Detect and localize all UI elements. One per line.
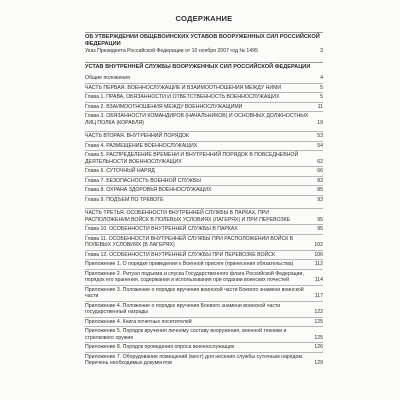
entry-divider <box>85 83 323 84</box>
toc-entry-text: Глава 7. БЕЗОПАСНОСТЬ ВОЕННОЙ СЛУЖБЫ <box>85 177 201 184</box>
toc-entry-page: 117 <box>314 293 323 300</box>
entry-divider <box>85 234 323 235</box>
entry-divider <box>85 269 323 270</box>
toc-entry[interactable] <box>85 187 323 194</box>
toc-entry-page: 95 <box>317 216 323 223</box>
entry-divider <box>85 111 323 112</box>
section-heading-charter: УСТАВ ВНУТРЕННЕЙ СЛУЖБЫ ВООРУЖЕННЫХ СИЛ РОССИЙСКОЙ ФЕДЕРАЦИИ <box>85 64 311 71</box>
toc-entry[interactable] <box>85 354 323 367</box>
toc-entry-page: 19 <box>317 119 323 126</box>
entry-divider <box>85 285 323 286</box>
toc-title: СОДЕРЖАНИЕ <box>175 14 233 23</box>
toc-entry-text: Глава 9. ПОДЪЕМ ПО ТРЕВОГЕ <box>85 196 164 203</box>
toc-entry-page: 5 <box>320 94 323 101</box>
toc-entry[interactable] <box>85 168 323 175</box>
toc-entry[interactable] <box>85 261 323 268</box>
toc-entry-text: ЧАСТЬ ТРЕТЬЯ. ОСОБЕННОСТИ ВНУТРЕННЕЙ СЛУЖБЫ В ПАРКАХ, ПРИ РАСПОЛОЖЕНИИ ВОЙСК В ПОЛЕВЫХ УСЛОВИЯХ (ЛАГЕРЯХ) И ПРИ ПЕРЕВОЗКЕ <box>85 210 291 223</box>
toc-entry[interactable] <box>85 143 323 150</box>
toc-entry-text: Приложение 4. Положение о порядке вручения Боевого знамени воинской части государственный награды <box>85 302 281 316</box>
toc-entry-text: Глава 10. ОСОБЕННОСТИ ВНУТРЕННЕЙ СЛУЖБЫ В ПАРКАХ <box>85 226 238 233</box>
toc-entry[interactable] <box>85 319 323 326</box>
toc-entry[interactable] <box>85 197 323 204</box>
entry-divider <box>85 176 323 177</box>
toc-entry-page: 5 <box>320 84 323 91</box>
toc-entry[interactable] <box>85 328 323 341</box>
toc-entry-text: Глава 3. ОБЯЗАННОСТИ КОМАНДИРОВ (НАЧАЛЬНИКОВ) И ОСНОВНЫХ ДОЛЖНОСТНЫХ ЛИЦ ПОЛКА (КОРАБЛЯ) <box>85 113 309 126</box>
toc-entry-page: 112 <box>314 261 323 268</box>
toc-entry-page: 122 <box>314 309 323 316</box>
toc-entry-page: 66 <box>317 168 323 175</box>
section-divider <box>85 32 323 33</box>
entry-divider <box>85 92 323 93</box>
toc-entry-page: 53 <box>317 133 323 140</box>
toc-entry-text: Глава 5. РАСПРЕДЕЛЕНИЕ ВРЕМЕНИ И ВНУТРЕННИЙ ПОРЯДОК В ПОВСЕДНЕВНОЙ ДЕЯТЕЛЬНОСТИ ВОЕННОСЛУЖАЩИХ <box>85 152 299 165</box>
toc-entry-page: 126 <box>314 344 323 351</box>
entry-divider <box>85 250 323 251</box>
toc-entry-page: 106 <box>314 251 323 258</box>
toc-entry-text: Приложение 2. Ритуал подъема и спуска Государственного флага Российской Федерации, порядок его хранения, содержания и использования при отдании воинских почестей <box>85 270 304 284</box>
toc-entry[interactable] <box>85 152 323 165</box>
entry-divider <box>85 317 323 318</box>
toc-entry-text: Приложение 4. Книга почетных посетителей <box>85 318 192 325</box>
entry-divider <box>85 102 323 103</box>
entry-divider <box>85 195 323 196</box>
toc-entry-page: 4 <box>320 75 323 82</box>
toc-entry-text: Глава 1. ПРАВА, ОБЯЗАННОСТИ И ОТВЕТСТВЕННОСТЬ ВОЕННОСЛУЖАЩИХ <box>85 94 280 101</box>
toc-entry[interactable] <box>85 113 323 126</box>
toc-entry[interactable] <box>85 85 323 92</box>
toc-entry-page: 54 <box>317 142 323 149</box>
toc-entry-page: 11 <box>317 103 323 110</box>
toc-entry-page: 83 <box>317 177 323 184</box>
toc-entry-page: 114 <box>314 277 323 284</box>
toc-entry-page: 93 <box>317 196 323 203</box>
toc-entry-page: 62 <box>317 158 323 165</box>
toc-entry[interactable] <box>85 133 323 140</box>
toc-entry[interactable] <box>85 271 323 284</box>
toc-entry-text: Глава 11. ОСОБЕННОСТИ ВНУТРЕННЕЙ СЛУЖБЫ ПРИ РАСПОЛОЖЕНИИ ВОЙСК В ПОЛЕВЫХ УСЛОВИЯХ (В ЛАГЕРЯХ) <box>85 235 294 249</box>
toc-entry-page: 85 <box>317 187 323 194</box>
toc-entry[interactable] <box>85 303 323 316</box>
toc-entry-text: Глава 4. РАЗМЕЩЕНИЕ ВОЕННОСЛУЖАЩИХ <box>85 142 198 149</box>
toc-entry-page: 125 <box>314 334 323 341</box>
toc-entry[interactable] <box>85 94 323 101</box>
toc-entry-text: ЧАСТЬ ПЕРВАЯ. ВОЕННОСЛУЖАЩИЕ И ВЗАИМООТНОШЕНИЯ МЕЖДУ НИМИ <box>85 84 282 91</box>
toc-entry-page: 125 <box>314 318 323 325</box>
toc-entry[interactable] <box>85 236 323 249</box>
toc-entry-text: Глава 2. ВЗАИМООТНОШЕНИЯ МЕЖДУ ВОЕННОСЛУЖАЩИМИ <box>85 103 243 110</box>
entry-divider <box>85 301 323 302</box>
toc-entry[interactable] <box>85 287 323 300</box>
toc-entry-text: Общие положения <box>85 75 130 82</box>
section-heading-decree: ОБ УТВЕРЖДЕНИИ ОБЩЕВОИНСКИХ УСТАВОВ ВООРУЖЕННЫХ СИЛ РОССИЙСКОЙ ФЕДЕРАЦИИ <box>85 34 320 47</box>
toc-entry[interactable] <box>85 252 323 259</box>
toc-entry-text: Приложение 7. Оборудование помещений (мест) для несения службы суточным нарядом. Перечень необходимых документов <box>85 353 304 367</box>
toc-entry-text: Приложение 3. Положение о порядке вручения воинской части Боевого знамени воинской части <box>85 286 304 300</box>
toc-entry[interactable] <box>85 344 323 351</box>
toc-entry-page: 129 <box>314 360 323 367</box>
toc-entry-page: 3 <box>320 47 323 54</box>
entry-divider <box>85 141 323 142</box>
toc-entry-text: ЧАСТЬ ВТОРАЯ. ВНУТРЕННИЙ ПОРЯДОК <box>85 133 190 140</box>
entry-divider <box>85 342 323 343</box>
toc-entry-page: 95 <box>317 226 323 233</box>
toc-entry-text: Приложение 1. О порядке приведения к Военной присяге (принесения обязательства) <box>85 261 294 268</box>
toc-entry[interactable] <box>85 210 323 223</box>
toc-entry-text: Глава 6. СУТОЧНЫЙ НАРЯД <box>85 168 155 175</box>
toc-entry[interactable] <box>85 75 323 82</box>
toc-entry-page: 102 <box>314 242 323 249</box>
toc-entry[interactable] <box>85 104 323 111</box>
toc-entry-text: Указ Президента Российской Федерации от 10 ноября 2007 год № 1495 <box>85 47 258 54</box>
toc-entry[interactable] <box>85 48 323 55</box>
toc-entry-text: Глава 12. ОСОБЕННОСТИ ВНУТРЕННЕЙ СЛУЖБЫ ПРИ ПЕРЕВОЗКЕ ВОЙСК <box>85 251 275 258</box>
toc-entry-text: Приложение 5. Порядок вручения личному составу вооружения, военной техники и стрелкового оружия <box>85 328 287 341</box>
toc-entry[interactable] <box>85 226 323 233</box>
toc-entry-text: Глава 8. ОХРАНА ЗДОРОВЬЯ ВОЕННОСЛУЖАЩИХ <box>85 187 212 194</box>
toc-entry-text: Приложение 8. Порядок проведения опроса военнослужащих <box>85 344 235 351</box>
toc-entry[interactable] <box>85 178 323 185</box>
table-of-contents <box>85 14 323 367</box>
entry-divider <box>85 185 323 186</box>
entry-divider <box>85 352 323 353</box>
